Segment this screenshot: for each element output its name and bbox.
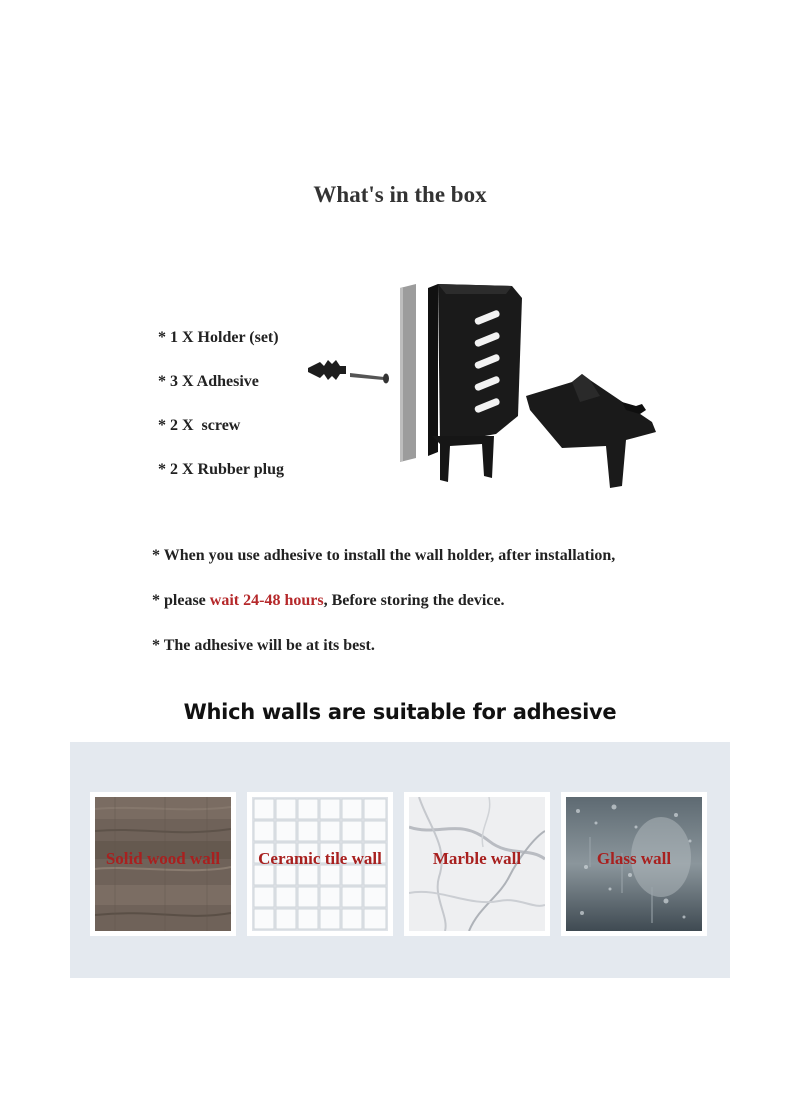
wall-label: Solid wood wall — [105, 849, 221, 868]
note-line: * The adhesive will be at its best. — [152, 637, 375, 654]
screw-icon — [350, 373, 389, 384]
product-illustration — [300, 276, 680, 496]
box-title: What's in the box — [313, 182, 487, 207]
wall-card-marble — [404, 792, 550, 936]
wall-label: Marble wall — [432, 849, 522, 868]
rubber-plug-icon — [308, 360, 346, 380]
list-item: * 1 X Holder (set) — [158, 329, 279, 346]
adhesive-strip-icon — [400, 284, 416, 462]
walls-panel — [70, 742, 730, 978]
wall-holder-icon — [428, 284, 522, 482]
wall-label: Glass wall — [596, 849, 672, 868]
installation-notes — [152, 542, 615, 677]
wait-time-highlight: wait 24-48 hours — [209, 592, 324, 609]
note-suffix: , Before storing the device. — [323, 592, 505, 609]
note-line: * When you use adhesive to install the wall holder, after installation, — [152, 547, 616, 564]
list-item: * 2 X Rubber plug — [158, 461, 284, 478]
note-line — [152, 587, 615, 632]
wall-card-glass — [561, 792, 707, 936]
list-item: * 2 X screw — [158, 417, 241, 434]
wall-label: Ceramic tile wall — [258, 849, 382, 868]
list-item: * 3 X Adhesive — [158, 373, 259, 390]
box-contents-list — [158, 316, 284, 492]
walls-title: Which walls are suitable for adhesive — [183, 700, 617, 724]
wall-card-tile — [247, 792, 393, 936]
wall-card-wood — [90, 792, 236, 936]
note-prefix: * please — [152, 592, 210, 609]
holder-side-view-icon — [526, 374, 656, 488]
